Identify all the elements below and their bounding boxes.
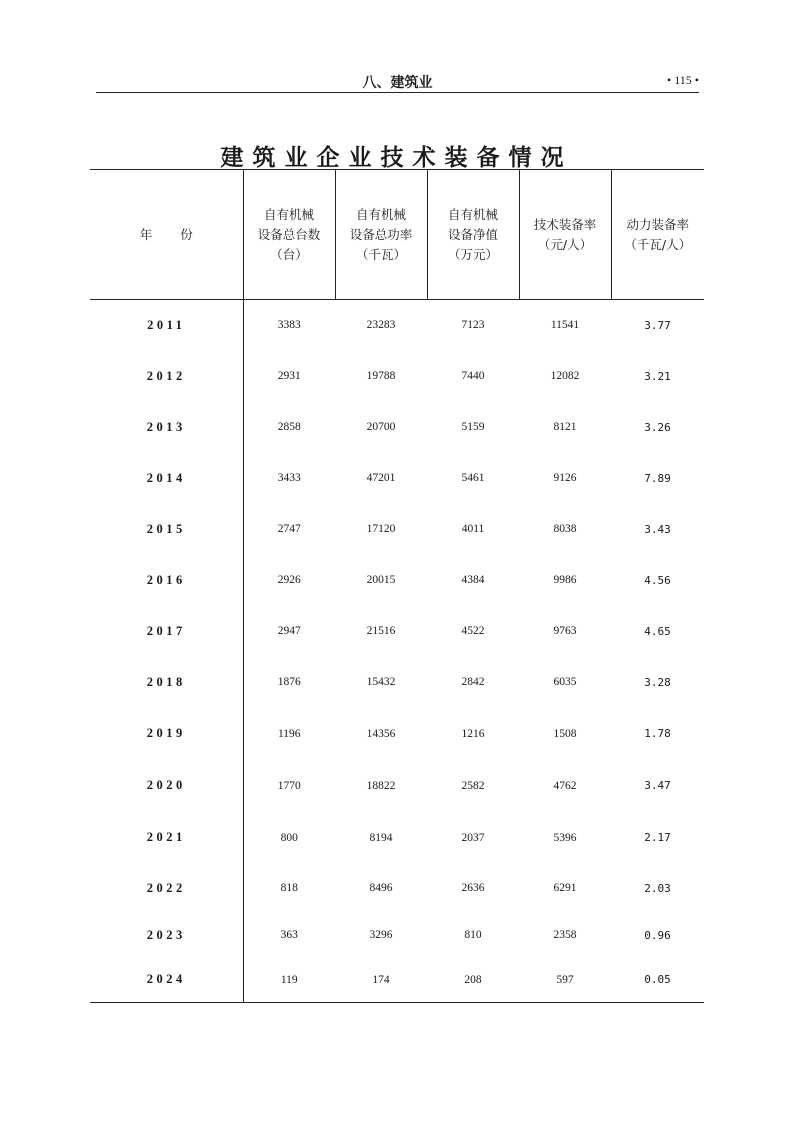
value-cell-c4: 9986	[553, 574, 577, 586]
value-cell-c1: 2947	[277, 625, 301, 637]
year-cell: 2021	[90, 812, 243, 864]
table-row	[90, 300, 704, 351]
year-header-left: 年	[139, 226, 153, 242]
value-cell-c2: 17120	[366, 523, 396, 535]
value-cell-c5: 7.89	[644, 471, 671, 485]
value-cell-c4: 597	[519, 958, 611, 1003]
value-cell-c3: 4384	[461, 574, 485, 586]
value-cell-c5: 0.96	[644, 928, 671, 942]
value-cell-c4: 8121	[553, 421, 577, 433]
year-cell: 2016	[90, 555, 243, 606]
equipment-table	[90, 169, 704, 1003]
year-cell: 2022	[90, 864, 243, 913]
table-row	[90, 760, 704, 812]
year-cell: 2012	[90, 351, 243, 402]
value-cell-c4: 11541	[550, 319, 580, 332]
value-cell-c5: 3.21	[644, 369, 671, 383]
table-row	[90, 708, 704, 760]
year-cell: 2014	[90, 453, 243, 504]
value-cell-c5: 4.56	[644, 573, 671, 587]
value-cell-c1: 1770	[277, 779, 301, 792]
year-cell: 2020	[90, 760, 243, 812]
value-cell-c5: 4.65	[644, 624, 671, 638]
table-row	[90, 504, 704, 555]
value-cell-c3: 2582	[461, 779, 485, 792]
value-cell-c1: 2858	[277, 421, 301, 433]
section-title: 八、建筑业	[362, 75, 433, 91]
column-header-tech-equipment-rate: 技术装备率 （元/人）	[519, 170, 611, 300]
table-row	[90, 913, 704, 958]
year-cell: 2019	[90, 708, 243, 760]
value-cell-c5: 3.77	[644, 318, 671, 332]
table-row	[90, 657, 704, 708]
value-cell-c2: 19788	[366, 370, 396, 382]
year-cell: 2023	[90, 913, 243, 958]
value-cell-c2: 3296	[369, 929, 393, 941]
column-header-year	[90, 170, 243, 300]
table-row	[90, 864, 704, 913]
value-cell-c1: 1876	[277, 676, 301, 688]
year-cell: 2013	[90, 402, 243, 453]
running-header	[96, 72, 699, 92]
value-cell-c1: 363	[280, 929, 298, 941]
column-header-power-equipment-rate: 动力装备率 （千瓦/人）	[611, 170, 704, 300]
value-cell-c3: 208	[427, 958, 519, 1003]
year-header-right: 份	[180, 226, 193, 242]
value-cell-c4: 2358	[553, 929, 577, 941]
table-row	[90, 351, 704, 402]
value-cell-c3: 4522	[461, 625, 485, 637]
table-header-row	[90, 170, 704, 300]
value-cell-c3: 5159	[461, 421, 485, 433]
value-cell-c4: 12082	[550, 370, 580, 382]
table-row	[90, 606, 704, 657]
table-body	[90, 300, 704, 1003]
value-cell-c3: 2636	[461, 882, 485, 894]
value-cell-c5: 1.78	[644, 727, 671, 740]
value-cell-c5: 3.47	[644, 779, 671, 792]
table-row	[90, 453, 704, 504]
page-number: • 115 •	[667, 73, 699, 87]
value-cell-c4: 9126	[553, 472, 577, 484]
value-cell-c2: 20700	[366, 421, 396, 433]
value-cell-c3: 5461	[461, 472, 485, 484]
value-cell-c4: 1508	[553, 727, 577, 740]
value-cell-c2: 20015	[366, 574, 396, 586]
value-cell-c1: 119	[243, 958, 335, 1003]
value-cell-c4: 5396	[553, 831, 577, 844]
value-cell-c1: 1196	[277, 727, 301, 740]
table-row	[90, 812, 704, 864]
table-row	[90, 958, 704, 1003]
value-cell-c3: 2842	[461, 676, 485, 688]
value-cell-c3: 4011	[461, 523, 485, 535]
value-cell-c4: 8038	[553, 523, 577, 535]
value-cell-c3: 1216	[461, 727, 485, 740]
table-row	[90, 402, 704, 453]
value-cell-c4: 6035	[553, 676, 577, 688]
header-rule	[96, 92, 699, 93]
value-cell-c2: 15432	[366, 676, 396, 688]
value-cell-c4: 6291	[553, 882, 577, 894]
year-cell: 2015	[90, 504, 243, 555]
table-title: 建筑业企业技术装备情况	[220, 144, 573, 171]
year-cell: 2017	[90, 606, 243, 657]
column-header-machine-power: 自有机械 设备总功率 （千瓦）	[335, 170, 427, 300]
value-cell-c5: 3.43	[644, 522, 671, 536]
value-cell-c5: 3.26	[644, 420, 671, 434]
year-cell: 2011	[90, 300, 243, 351]
value-cell-c1: 800	[280, 831, 298, 844]
value-cell-c2: 8496	[369, 882, 393, 894]
value-cell-c2: 14356	[366, 727, 396, 740]
value-cell-c4: 4762	[553, 779, 577, 792]
value-cell-c1: 2931	[277, 370, 301, 382]
year-cell: 2018	[90, 657, 243, 708]
column-header-machine-net-value: 自有机械 设备净值 （万元）	[427, 170, 519, 300]
value-cell-c2: 174	[335, 958, 427, 1003]
value-cell-c1: 2926	[277, 574, 301, 586]
year-cell: 2024	[90, 958, 243, 1003]
value-cell-c3: 7440	[461, 370, 485, 382]
value-cell-c2: 47201	[366, 472, 396, 484]
value-cell-c4: 9763	[553, 625, 577, 637]
value-cell-c3: 7123	[461, 319, 485, 332]
table-row	[90, 555, 704, 606]
value-cell-c5: 3.28	[644, 675, 671, 689]
value-cell-c2: 8194	[369, 831, 393, 844]
value-cell-c3: 810	[464, 929, 482, 941]
value-cell-c3: 2037	[461, 831, 485, 844]
column-header-machine-count: 自有机械 设备总台数 （台）	[243, 170, 335, 300]
value-cell-c1: 2747	[277, 523, 301, 535]
value-cell-c1: 3383	[277, 319, 301, 332]
value-cell-c5: 2.03	[644, 881, 671, 895]
value-cell-c5: 2.17	[644, 831, 671, 844]
value-cell-c5: 0.05	[611, 958, 704, 1003]
value-cell-c1: 3433	[277, 472, 301, 484]
value-cell-c2: 21516	[366, 625, 396, 637]
value-cell-c1: 818	[280, 882, 298, 894]
value-cell-c2: 23283	[366, 319, 396, 332]
value-cell-c2: 18822	[366, 779, 396, 792]
